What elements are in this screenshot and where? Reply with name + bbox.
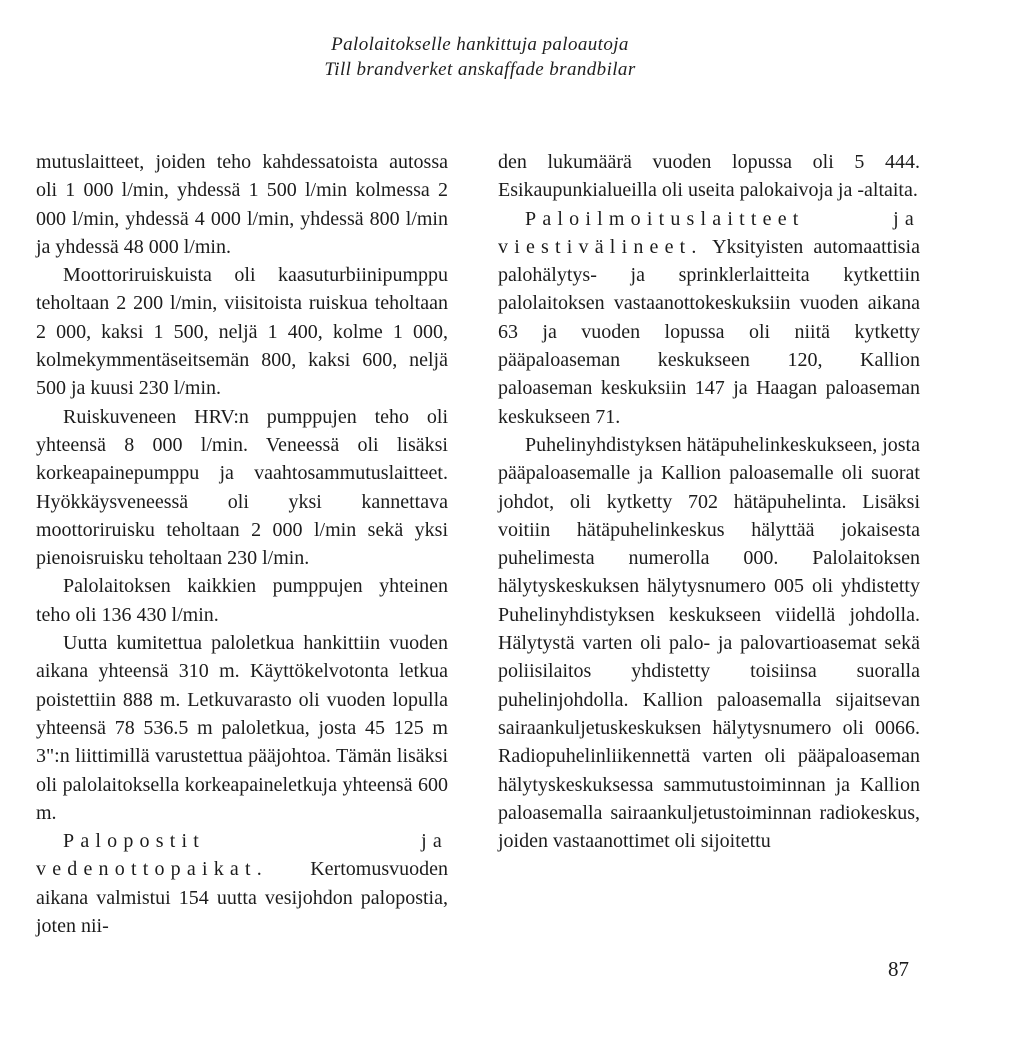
section-heading-hydrants: Palopostit ja vedenottopaikat. (36, 830, 448, 881)
paragraph-total-pump-capacity: Palolaitoksen kaikkien pumppujen yhteinen teho oli 136 430 l/min. (36, 575, 448, 626)
paragraph-fire-hoses: Uutta kumitettua paloletkua hankittiin vuoden aikana yhteensä 310 m. Käyttökelvotonta letkua poistettiin 888 m. Letkuvarasto oli vuoden lopulla yhteensä 78 536.5 m paloletkua, josta 45 125 m 3":n liittimillä varustettua pääjohtoa. Tämän lisäksi oli palolaitoksella korkeapaineletkuja yhteensä 600 m. (36, 632, 448, 824)
header-title-finnish: Palolaitokselle hankittuja paloautoja (331, 34, 629, 55)
paragraph-hydrant-count: den lukumäärä vuoden lopussa oli 5 444. Esikaupunkialueilla oli useita palokaivoja ja -altaita. (498, 151, 920, 202)
paragraph-motor-pumps: Moottoriruiskuista oli kaasuturbiinipumppu teholtaan 2 200 l/min, viisitoista ruiskua teholtaan 2 000, kaksi 1 500, neljä 1 400, kolme 1 000, kolmekymmentäseitsemän 800, kaksi 600, neljä 500 ja kuusi 230 l/min. (36, 264, 448, 400)
header-title-swedish: Till brandverket anskaffade brandbilar (324, 59, 636, 80)
paragraph-fireboat: Ruiskuveneen HRV:n pumppujen teho oli yhteensä 8 000 l/min. Veneessä oli lisäksi korkeapainepumppu ja vaahtosammutuslaitteet. Hyökkäysveneessä oli yksi kannettava moottoriruisku teholtaan 2 000 l/min sekä yksi pienoisruisku teholtaan 230 l/min. (36, 405, 448, 570)
running-header (0, 32, 960, 82)
left-column (36, 148, 448, 940)
paragraph-hydrants (36, 827, 448, 940)
section-heading-alarm-equipment: Paloilmoituslaitteet ja viestivälineet. (498, 207, 920, 258)
right-column (498, 148, 920, 855)
alarm-equipment-text: Yksityisten automaattisia palohälytys- ja sprinklerlaitteita kytkettiin palolaitoksen vastaanottokeskuksiin vuoden aikana 63 ja vuoden lopussa oli niitä kytketty pääpaloaseman keskukseen 120, Kallion paloaseman keskuksiin 147 ja Haagan paloaseman keskukseen 71. (498, 235, 920, 428)
paragraph-alarm-equipment (498, 205, 920, 431)
paragraph-telephone-network: Puhelinyhdistyksen hätäpuhelinkeskukseen, josta pääpaloasemalle ja Kallion paloasemalle oli suorat johdot, oli kytketty 702 hätäpuhelinta. Lisäksi voitiin hätäpuhelinkeskus hälyttää jokaisesta puhelimesta numerolla 000. Palolaitoksen hälytyskeskuksen hälytysnumero 005 oli yhdistetty Puhelinyhdistyksen keskukseen viidellä johdolla. Hälytystä varten oli palo- ja palovartioasemat sekä poliisilaitos yhdistetty toisiinsa suoralla puhelinjohdolla. Kallion paloasemalla sijaitsevan sairaankuljetuskeskuksen hälytysnumero oli 0066. Radiopuhelinliikennettä varten oli pääpaloaseman hälytyskeskuksessa sammutustoiminnan ja Kallion paloasemalla sairaankuljetustoiminnan radiokeskus, joiden vastaanottimet oli sijoitettu (498, 433, 920, 853)
hydrants-text: Kertomusvuoden aikana valmistui 154 uutta vesijohdon palopostia, joten nii- (36, 858, 448, 938)
page-number: 87 (888, 957, 909, 981)
paragraph-pump-capacities: mutuslaitteet, joiden teho kahdessatoista autossa oli 1 000 l/min, yhdessä 1 500 l/min kolmessa 2 000 l/min, yhdessä 4 000 l/min, yhdessä 800 l/min ja yhdessä 48 000 l/min. (36, 151, 448, 258)
